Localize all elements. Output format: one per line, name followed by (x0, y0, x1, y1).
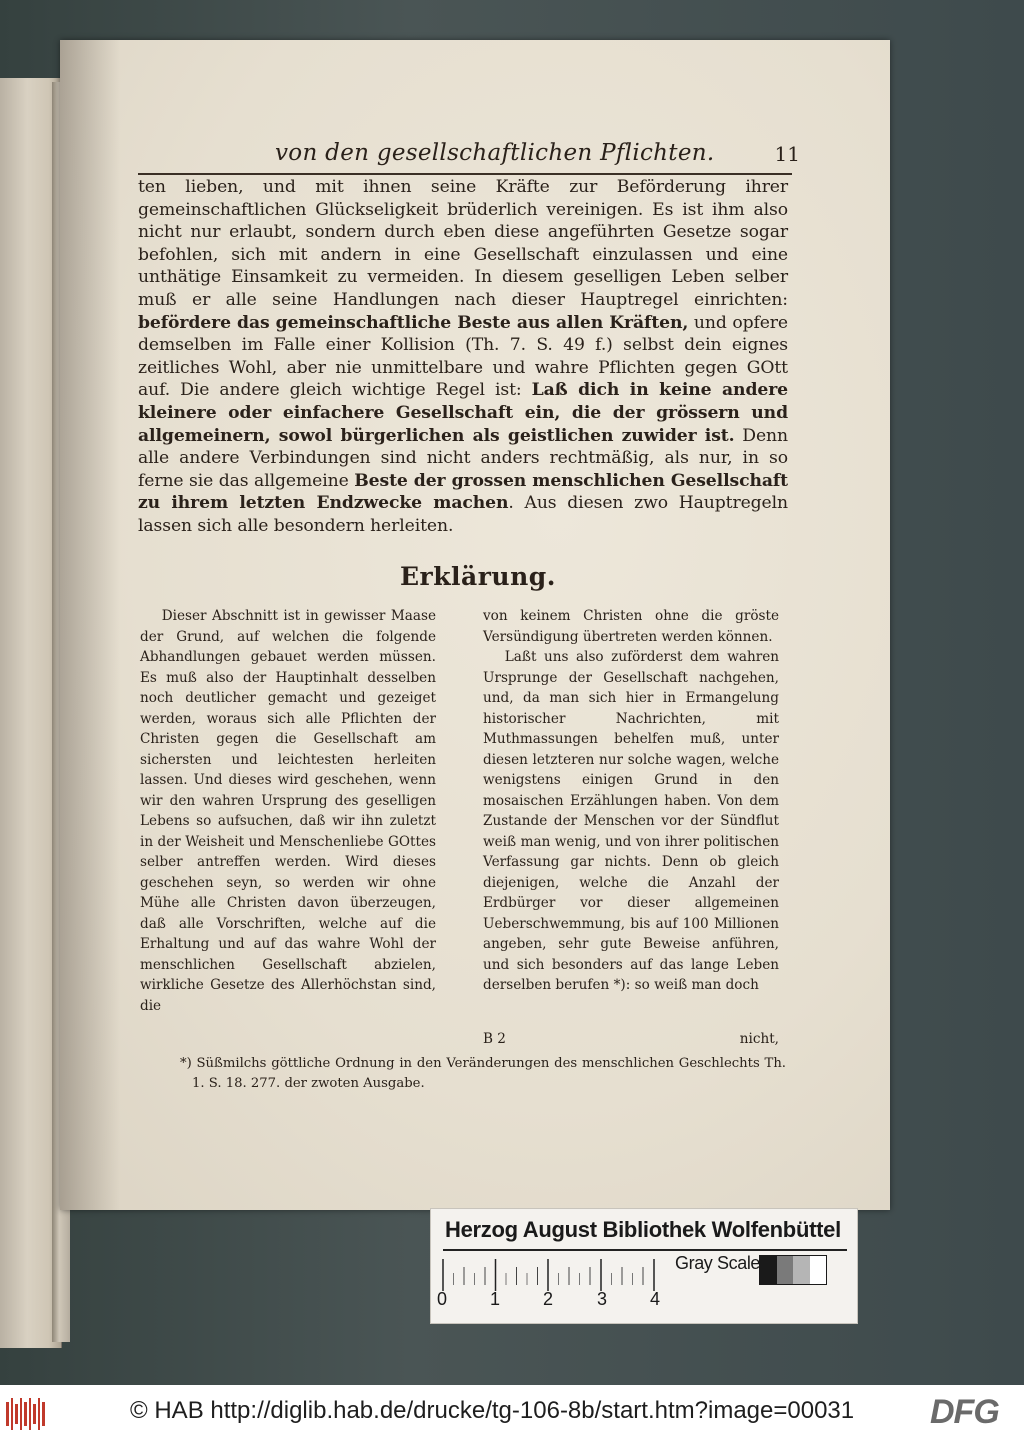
main-text-emphasis: Beste der grossen menschlichen Gesellschaft zu ihrem letzten Endzwecke machen (138, 470, 789, 514)
ruler-label: 1 (490, 1289, 501, 1309)
card-rule (443, 1249, 847, 1251)
footer-bar (0, 1385, 1024, 1442)
ruler-label: 2 (543, 1289, 554, 1309)
copyright-link[interactable]: © HAB http://diglib.hab.de/drucke/tg-106-8b/start.htm?image=00031 (130, 1397, 855, 1424)
left-column (140, 606, 436, 1016)
dfg-logo: DFG (930, 1393, 999, 1431)
library-color-card (430, 1208, 858, 1324)
ruler-scale-icon (441, 1259, 663, 1293)
ruler-label: 3 (597, 1289, 608, 1309)
right-column-continuation: von keinem Christen ohne die gröste Versündigung übertreten werden können. (483, 608, 779, 645)
catchword: nicht, (739, 1031, 779, 1047)
library-name: Herzog August Bibliothek Wolfenbüttel (445, 1217, 841, 1242)
swatch-black (760, 1256, 777, 1284)
swatch-light-gray (793, 1256, 810, 1284)
footnote: *) Süßmilchs göttliche Ordnung in den Veränderungen des menschlichen Geschlechts Th. 1. S. 18. 277. der zwoten Ausgabe. (180, 1056, 786, 1091)
main-text-emphasis: Laß dich in keine andere kleinere oder einfachere Gesellschaft ein, die der grössern und allgemeinern, sowol bürgerlichen als geistlichen zuwider ist. (138, 380, 788, 446)
page-gutter-shadow (60, 40, 120, 1210)
main-text-part: . Aus diesen zwo Hauptregeln lassen sich alle besondern herleiten. (138, 493, 788, 536)
signature-mark: B 2 (483, 1031, 506, 1047)
right-column (483, 606, 779, 996)
ruler-label: 4 (650, 1289, 661, 1309)
running-head (140, 140, 800, 170)
main-text-emphasis: befördere das gemeinschaftliche Beste aus allen Kräften, (138, 312, 689, 333)
section-heading: Erklärung. (400, 562, 556, 591)
ruler-labels (431, 1289, 691, 1313)
right-column-paragraph: Laßt uns also zuförderst dem wahren Ursprunge der Gesellschaft nachgehen, und, da man sich hier in Ermangelung historischer Nachrichten, mit Muthmassungen behelfen muß, unter diesen letzteren nur solche wagen, welche wenigstens einigen Grund in den mosaischen Erzählungen haben. Von dem Zustande der Menschen vor der Sündflut weiß man wenig, und von ihrer politischen Verfassung gar nichts. Denn ob gleich diejenigen, welche die Anzahl der Erdbürger vor dieser allgemeinen Ueberschwemmung, bis auf 100 Millionen angeben, sehr gute Beweise anführen, und sich besonders auf das lange Leben derselben berufen *): so weiß man doch (483, 649, 779, 993)
main-paragraph (138, 176, 788, 538)
main-text-part: und opfere demselben im Falle einer Kollision (Th. 7. S. 49 f.) selbst dein eignes zeitliches Wohl, aber nie unmittelbare und wahre Pflichten gegen GOtt auf. Die andere gleich wichtige Regel ist: (138, 312, 788, 401)
header-rule (138, 173, 792, 175)
swatch-white (810, 1256, 827, 1284)
main-text-part: ten lieben, und mit ihnen seine Kräfte zur Beförderung ihrer gemeinschaftlichen Glückseligkeit brüderlich vereinigen. Es ist ihm also nicht nur erlaubt, sondern durch eben diese angeführten Gesetze sogar befohlen, sich mit andern in eine Gesellschaft einzulassen und eine unthätige Einsamkeit zu vermeiden. In diesem geselligen Leben selber muß er alle seine Handlungen nach dieser Hauptregel einrichten: (138, 177, 788, 310)
ruler-label: 0 (437, 1289, 448, 1309)
page-number: 11 (774, 142, 800, 166)
left-column-paragraph: Dieser Abschnitt ist in gewisser Maase der Grund, auf welchen die folgende Abhandlungen gebauet werden müssen. Es muß also der Hauptinhalt desselben noch deutlicher gemacht und gezeiget werden, woraus sich alle Pflichten der Christen gegen die Gesellschaft am sichersten und leichtesten herleiten lassen. Und dieses wird geschehen, wenn wir den wahren Ursprung des geselligen Lebens so aufsuchen, daß wir ihn zuletzt in der Weisheit und Menschenliebe GOttes selber antreffen werden. Wird dieses geschehen seyn, so werden wir ohne Mühe alle Christen davon überzeugen, daß alle Vorschriften, welche auf die Erhaltung und auf das wahre Wohl der menschlichen Gesellschaft abzielen, wirkliche Gesetze des Allerhöchstan sind, die (140, 608, 436, 1014)
hab-barcode-logo-icon (6, 1398, 48, 1430)
gray-scale-label: Gray Scale (675, 1253, 761, 1273)
swatch-dark-gray (777, 1256, 794, 1284)
main-text-part: Denn alle andere Verbindungen sind nicht anders rechtmäßig, als nur, in so ferne sie das allgemeine (138, 425, 789, 491)
gray-scale-swatch (759, 1255, 827, 1285)
running-title: von den gesellschaftlichen Pflichten. (275, 140, 715, 166)
